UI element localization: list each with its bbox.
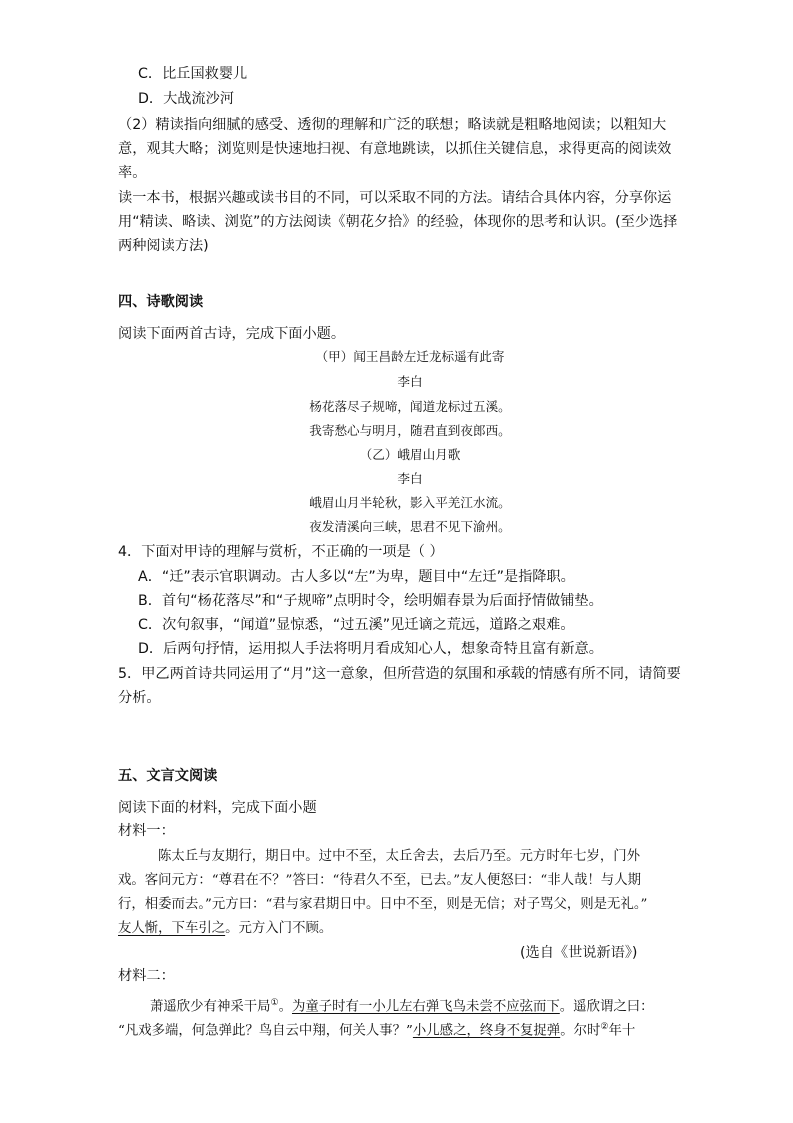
poem1-title: （甲）闻王昌龄左迁龙标遥有此寄: [315, 349, 505, 364]
sentence-text: 。尔时: [560, 1023, 601, 1039]
sentence-text: 。遥欣谓之曰：: [559, 999, 654, 1015]
q4-option-b: B．首句“杨花落尽”和“子规啼”点明时令，绘明媚春景为后面抒情做铺垫。: [138, 593, 603, 609]
q3-part2-line: 率。: [118, 165, 147, 181]
poem1-line: 杨花落尽子规啼，闻道龙标过五溪。: [309, 399, 511, 414]
sentence-text: 萧遥欣少有神采干局: [150, 999, 271, 1015]
underlined-sentence: 小儿感之，终身不复捉弹: [412, 1023, 561, 1039]
footnote-marker: ①: [270, 998, 279, 1008]
poem1-author: 李白: [397, 374, 423, 389]
q3-part2-line: 两种阅读方法): [118, 238, 209, 254]
q3-part2-line: 读一本书，根据兴趣或读书目的不同，可以采取不同的方法。请结合具体内容，分享你运: [118, 190, 672, 206]
sentence-text: 年十: [608, 1023, 636, 1039]
material1-source: (选自《世说新语》): [520, 945, 638, 961]
material1-line: 行，相委而去。”元方曰：“君与家君期日中。日中不至，则是无信；对子骂父，则是无礼。”: [118, 897, 648, 912]
material1-line: [118, 919, 332, 939]
q3-part2-line: 意，观其大略；浏览则是快速地扫视、有意地跳读，以抓住关键信息，求得更高的阅读效: [118, 141, 672, 157]
underlined-sentence: 为童子时有一小儿左右弹飞鸟未尝不应弦而下: [291, 999, 560, 1015]
material1-line: 戏。客问元方：“尊君在不？”答曰：“待君久不至，已去。”友人便怒曰：“非人哉！与人期: [118, 873, 641, 888]
sentence-text: “凡戏多端，何急弹此？鸟自云中翔，何关人事？”: [118, 1023, 413, 1039]
poem2-title: （乙）峨眉山月歌: [359, 447, 461, 462]
q4-option-c: C．次句叙事，“闻道”显惊悉，“过五溪”见迁谪之荒远，道路之艰难。: [138, 617, 575, 633]
poem2-line: 峨眉山月半轮秋，影入平羌江水流。: [309, 495, 511, 510]
sentence-text: 。元方入门不顾。: [225, 921, 333, 936]
section5-heading: 五、文言文阅读: [118, 768, 218, 784]
poem2-author: 李白: [397, 471, 423, 486]
q3-part2-line: 用“精读、略读、浏览”的方法阅读《朝花夕拾》的经验，体现你的思考和认识。(至少选择: [118, 214, 678, 230]
material2-label: 材料二：: [118, 968, 175, 984]
q4-option-d: D．后两句抒情，运用拟人手法将明月看成知心人，想象奇特且富有新意。: [138, 641, 603, 657]
footnote-marker: ②: [600, 1022, 609, 1032]
poem2-line: 夜发清溪向三峡，思君不见下渝州。: [309, 519, 511, 534]
material2-line: [118, 1017, 635, 1041]
q3-option-c: C．比丘国救婴儿: [138, 66, 248, 82]
material1-label: 材料一：: [118, 823, 175, 839]
q3-option-d: D．大战流沙河: [138, 91, 235, 107]
material1-line: 陈太丘与友期行，期日中。过中不至，太丘舍去，去后乃至。元方时年七岁，门外: [158, 849, 641, 864]
section4-intro: 阅读下面两首古诗，完成下面小题。: [118, 326, 346, 342]
sentence-text: 。: [278, 999, 292, 1015]
section5-intro: 阅读下面的材料，完成下面小题: [118, 800, 317, 816]
underlined-sentence: 友人惭，下车引之: [118, 921, 226, 936]
poem1-line: 我寄愁心与明月，随君直到夜郎西。: [309, 423, 511, 438]
q5-stem: 分析。: [118, 690, 161, 706]
material2-line: [150, 993, 654, 1017]
q4-option-a: A．“迁”表示官职调动。古人多以“左”为卑，题目中“左迁”是指降职。: [138, 569, 575, 585]
q3-part2-line: （2）精读指向细腻的感受、透彻的理解和广泛的联想；略读就是粗略地阅读；以粗知大: [118, 117, 667, 133]
section4-heading: 四、诗歌阅读: [118, 294, 204, 310]
q5-stem: 5．甲乙两首诗共同运用了“月”这一意象，但所营造的氛围和承载的情感有所不同，请简要: [118, 666, 681, 682]
q4-stem: 4．下面对甲诗的理解与赏析，不正确的一项是（ ）: [118, 544, 444, 560]
